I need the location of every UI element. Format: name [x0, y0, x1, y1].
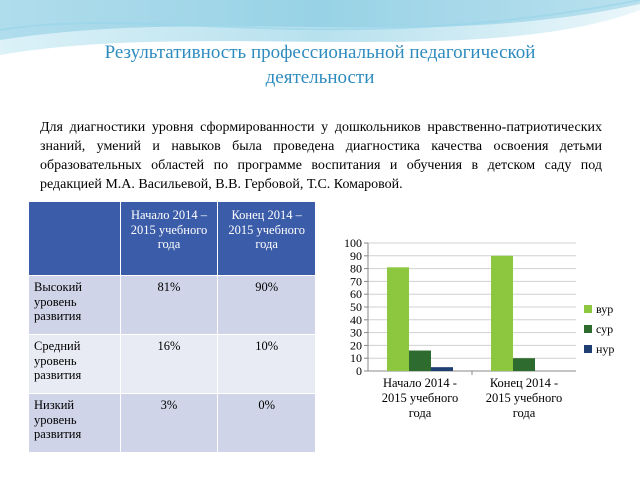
intro-paragraph: Для диагностики уровня сформированности у дошкольников нравственно-патриотических знаний, умений и навыков была проведена диагностика качества освоения детьми образовательных областей по программе воспитания и обучения в детском саду под редакцией М.А. Васильевой, В.В. Гербовой, Т.С. Комаровой.: [40, 120, 602, 192]
x-tick-label: года: [408, 406, 432, 420]
cell-end: 10%: [218, 335, 316, 394]
cell-start: 81%: [120, 276, 218, 335]
y-tick-label: 20: [350, 338, 362, 353]
table-row: [29, 335, 316, 394]
bar-chart: [326, 228, 626, 428]
cell-start: 16%: [120, 335, 218, 394]
cell-end: 90%: [218, 276, 316, 335]
legend-swatch: [584, 305, 592, 313]
bar-вур: [491, 256, 513, 371]
x-tick-label: года: [512, 406, 536, 420]
row-label: Низкий уровень развития: [29, 394, 121, 453]
legend-swatch: [584, 325, 592, 333]
y-tick-label: 80: [350, 261, 362, 276]
y-tick-label: 70: [350, 274, 362, 289]
x-tick-label: Конец 2014 -: [489, 376, 559, 390]
y-tick-label: 90: [350, 248, 362, 263]
bar-вур: [387, 267, 409, 371]
y-tick-label: 50: [350, 300, 362, 314]
x-tick-label: Начало 2014 -: [383, 376, 457, 390]
x-tick-label: 2015 учебного: [485, 391, 563, 405]
y-tick-label: 10: [350, 351, 362, 366]
cell-end: 0%: [218, 394, 316, 453]
y-tick-label: 100: [344, 236, 362, 250]
table-header-row: [29, 202, 316, 276]
row-label: Средний уровень развития: [29, 335, 121, 394]
row-label: Высокий уровень развития: [29, 276, 121, 335]
cell-start: 3%: [120, 394, 218, 453]
title-line-1: Результативность профессиональной педагогической: [104, 42, 536, 63]
y-tick-label: 40: [350, 312, 362, 327]
table-header-cell: Начало 2014 – 2015 учебного года: [120, 202, 218, 276]
y-tick-label: 60: [350, 287, 362, 302]
title-line-2: деятельности: [265, 67, 375, 88]
bar-сур: [513, 358, 535, 371]
page-title: [40, 40, 600, 90]
results-table: [28, 201, 316, 453]
y-tick-label: 30: [350, 325, 362, 340]
table-header-cell: [29, 202, 121, 276]
bar-нур: [431, 367, 453, 371]
bar-сур: [409, 351, 431, 371]
table-row: [29, 276, 316, 335]
legend-label: вур: [596, 302, 614, 316]
table-row: [29, 394, 316, 453]
legend-label: сур: [596, 322, 614, 336]
y-tick-label: 0: [356, 364, 362, 378]
legend-label: нур: [596, 342, 615, 356]
legend-swatch: [584, 345, 592, 353]
table-header-cell: Конец 2014 – 2015 учебного года: [218, 202, 316, 276]
x-tick-label: 2015 учебного: [381, 391, 459, 405]
